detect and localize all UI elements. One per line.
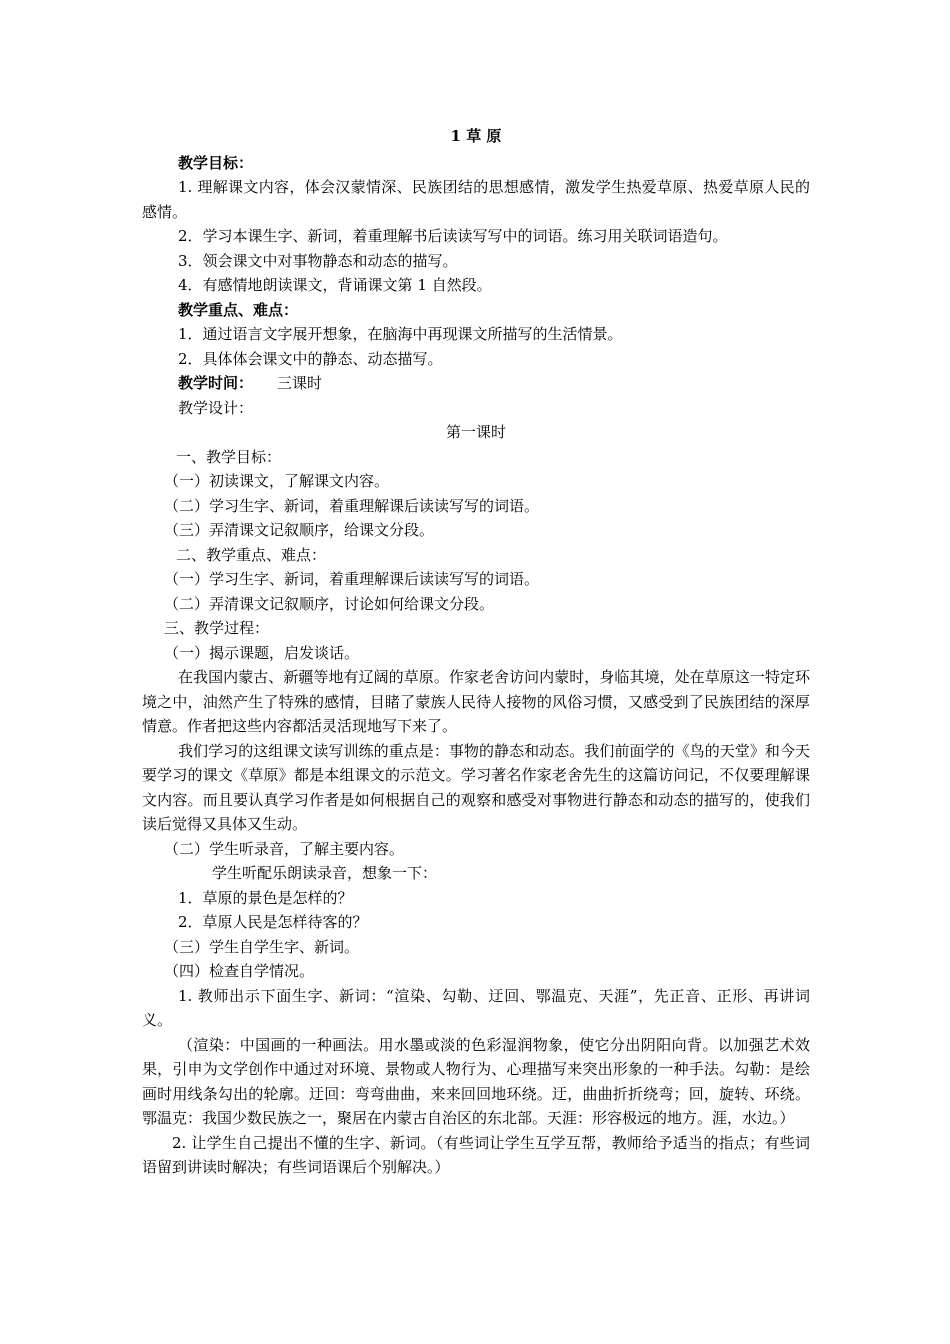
process-1-heading: （一）揭示课题，启发谈话。	[164, 643, 360, 662]
process-2-question-1: 1．草原的景色是怎样的？	[178, 888, 353, 907]
key-points-heading: 教学重点、难点：	[178, 300, 299, 319]
process-2-intro: 学生听配乐朗读录音，想象一下：	[212, 864, 438, 882]
goal-item-2: 2．学习本课生字、新词，着重理解书后读读写写中的词语。练习用关联词语造句。	[178, 227, 728, 245]
key-point-1: 1．通过语言文字展开想象，在脑海中再现课文所描写的生活情景。	[178, 325, 623, 343]
page-title: 1 草 原	[450, 127, 502, 145]
process-3-heading: （三）学生自学生字、新词。	[164, 937, 360, 956]
section-1-item-1: （一）初读课文，了解课文内容。	[164, 472, 390, 490]
teaching-time-label: 教学时间：	[178, 374, 254, 392]
section-2-item-2: （二）弄清课文记叙顺序，讨论如何给课文分段。	[164, 594, 495, 613]
process-1-paragraph-1: 在我国内蒙古、新疆等地有辽阔的草原。作家老舍访问内蒙时，身临其境，处在草原这一特定环境之中，油然产生了特殊的感情，目睹了蒙族人民待人接物的风俗习惯，又感受到了民族团结的深厚情意。作者把这些内容都活灵活现地写下来了。	[142, 668, 810, 735]
process-4-item-2: 2. 让学生自己提出不懂的生字、新词。（有些词让学生互学互帮，教师给予适当的指点；有些词语留到讲读时解决；有些词语课后个别解决。）	[142, 1133, 810, 1176]
process-2-question-2: 2．草原人民是怎样待客的？	[178, 913, 368, 931]
section-1-heading: 一、教学目标：	[176, 447, 282, 466]
key-point-2: 2．具体体会课文中的静态、动态描写。	[178, 349, 443, 368]
section-1-item-2: （二）学习生字、新词，着重理解课后读读写写的词语。	[164, 496, 540, 515]
process-2-heading: （二）学生听录音，了解主要内容。	[164, 839, 405, 858]
section-3-heading: 三、教学过程：	[164, 619, 270, 637]
process-1-paragraph-2: 我们学习的这组课文读写训练的重点是：事物的静态和动态。我们前面学的《鸟的天堂》和今天要学习的课文《草原》都是本组课文的示范文。学习著名作家老舍先生的这篇访问记，不仅要理解课文内容。而且要认真学习作者是如何根据自己的观察和感受对事物进行静态和动态的描写的，使我们读后觉得又具体又生动。	[142, 741, 810, 833]
goal-item-1: 1. 理解课文内容，体会汉蒙情深、民族团结的思想感情，激发学生热爱草原、热爱草原人民的感情。	[142, 178, 810, 221]
section-1-item-3: （三）弄清课文记叙顺序，给课文分段。	[164, 521, 435, 539]
process-4-heading: （四）检查自学情况。	[164, 962, 315, 980]
goals-heading: 教学目标：	[178, 153, 254, 172]
lesson-title: 第一课时	[445, 423, 506, 441]
design-label: 教学设计：	[178, 398, 254, 417]
teaching-time	[142, 371, 810, 396]
section-2-heading: 二、教学重点、难点：	[176, 545, 327, 564]
process-4-item-1: 1. 教师出示下面生字、新词：“渲染、勾勒、迂回、鄂温克、天涯”，先正音、正形、再讲词义。	[142, 986, 810, 1029]
goal-item-4: 4．有感情地朗读课文，背诵课文第 1 自然段。	[178, 276, 492, 294]
section-2-item-1: （一）学习生字、新词，着重理解课后读读写写的词语。	[164, 570, 540, 588]
teaching-time-value: 三课时	[277, 374, 323, 392]
goal-item-3: 3．领会课文中对事物静态和动态的描写。	[178, 251, 458, 270]
document-page	[142, 124, 810, 1180]
process-4-note: （渲染：中国画的一种画法。用水墨或淡的色彩湿润物象，使它分出阴阳向背。以加强艺术效果，引申为文学创作中通过对环境、景物或人物行为、心理描写来突出形象的一种手法。勾勒：是绘画时用线条勾出的轮廓。迂回：弯弯曲曲，来来回回地环绕。迂，曲曲折折绕弯；回，旋转、环绕。鄂温克：我国少数民族之一，聚居在内蒙古自治区的东北部。天涯：形容极远的地方。涯，水边。）	[142, 1035, 810, 1127]
